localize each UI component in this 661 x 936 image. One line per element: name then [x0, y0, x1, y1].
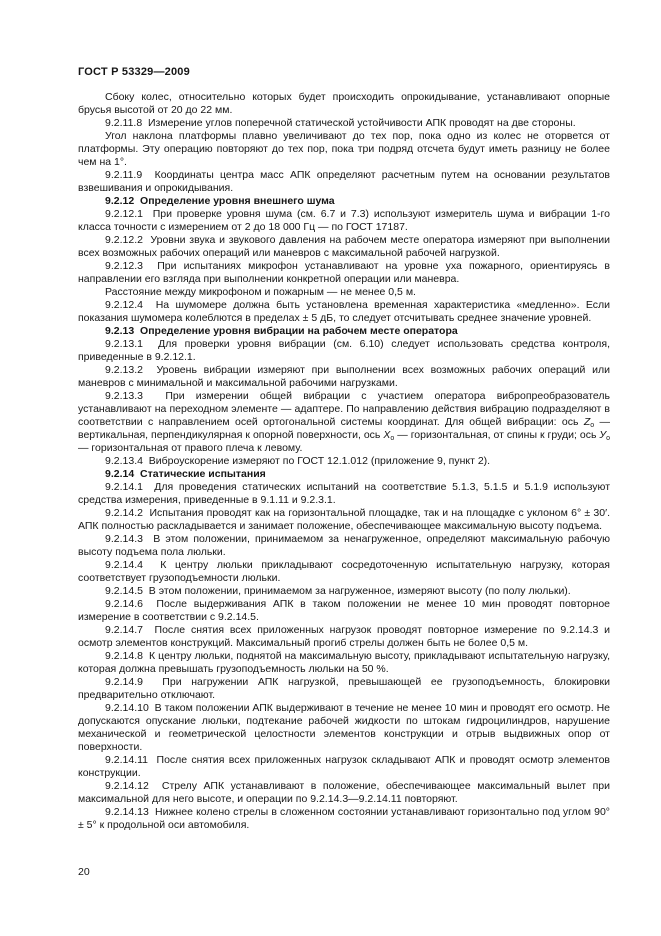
text-run: 9.2.14.6 После выдерживания АПК в таком положении не менее 10 мин проводят повторное измерение в соответствии с 9.2.14.5. — [78, 598, 610, 623]
text-run: 9.2.14.2 Испытания проводят как на горизонтальной площадке, так и на площадке с уклоном 6° ± 30′. АПК полностью раскладывается и занимает положение, обеспечивающее максимальную высоту подъема. — [78, 507, 610, 532]
text-run: — горизонтальная от правого плеча к левому. — [78, 442, 303, 454]
text-run: 9.2.12.3 При испытаниях микрофон устанавливают на уровне уха пожарного, ориентируясь в направлении его взгляда при выполнении конкретной операции или маневра. — [78, 260, 610, 285]
paragraph — [78, 624, 610, 650]
text-run: 9.2.14.10 В таком положении АПК выдерживают в течение не менее 10 мин и проводят его осмотр. Не допускаются опускание люльки, подтекание рабочей жидкости по штокам гидроцилиндров, нарушение механической и геометрической целостности элементов конструкции и отрыв выдвижных опор от поверхности. — [78, 702, 610, 753]
paragraph — [78, 338, 610, 364]
text-run: о — [590, 422, 595, 429]
paragraph — [78, 806, 610, 832]
text-run: Z — [583, 416, 591, 428]
paragraph — [78, 481, 610, 507]
paragraph — [78, 780, 610, 806]
text-run: 9.2.14.11 После снятия всех приложенных нагрузок складывают АПК и проводят осмотр элементов конструкции. — [78, 754, 610, 779]
text-run: У — [599, 429, 607, 441]
text-run: 9.2.13 Определение уровня вибрации на рабочем месте оператора — [105, 325, 458, 337]
text-run: 9.2.12.1 При проверке уровня шума (см. 6.7 и 7.3) используют измеритель шума и вибрации 1-го класса точности с измерением от 2 до 18 000 Гц — по ГОСТ 17187. — [78, 208, 610, 233]
text-run: о — [390, 435, 395, 442]
paragraph — [78, 754, 610, 780]
document-body — [78, 91, 610, 832]
text-run: 9.2.14.5 В этом положении, принимаемом за нагруженное, измеряют высоту (по полу люльки). — [105, 585, 571, 597]
paragraph — [78, 364, 610, 390]
document-header-title: ГОСТ Р 53329—2009 — [78, 66, 190, 78]
paragraph — [78, 208, 610, 234]
paragraph — [78, 91, 610, 117]
text-run: 9.2.14.9 При нагружении АПК нагрузкой, превышающей ее грузоподъемность, блокировки предварительно отключают. — [78, 676, 610, 701]
text-run: — горизонтальная, от спины к груди; ось — [394, 429, 600, 441]
text-run: Расстояние между микрофоном и пожарным — не менее 0,5 м. — [105, 286, 416, 298]
section-heading — [78, 468, 610, 481]
text-run: Сбоку колес, относительно которых будет происходить опрокидывание, устанавливают опорные брусья высотой от 20 до 22 мм. — [78, 91, 610, 116]
text-run: Угол наклона платформы плавно увеличивают до тех пор, пока одно из колес не оторвется от платформы. Эту операцию повторяют до тех пор, пока три подряд отсчета будут иметь разницу не более чем на 1°. — [78, 130, 610, 168]
paragraph — [78, 286, 610, 299]
text-run: 9.2.14.3 В этом положении, принимаемом за ненагруженное, определяют максимальную рабочую высоту подъема пола люльки. — [78, 533, 610, 558]
section-heading — [78, 195, 610, 208]
paragraph — [78, 507, 610, 533]
text-run: 9.2.14.12 Стрелу АПК устанавливают в положение, обеспечивающее максимальный вылет при максимальной для него высоте, и операции по 9.2.14.3—9.2.14.11 повторяют. — [78, 780, 610, 805]
page-number: 20 — [78, 866, 90, 878]
text-run: 9.2.13.1 Для проверки уровня вибрации (см. 6.10) следует использовать средства контроля, приведенные в 9.2.12.1. — [78, 338, 610, 363]
text-run: 9.2.11.9 Координаты центра масс АПК определяют расчетным путем на основании результатов взвешивания и опрокидывания. — [78, 169, 610, 194]
paragraph — [78, 533, 610, 559]
text-run: 9.2.13.3 При измерении общей вибрации с участием оператора вибропреобразователь устанавливают на переходном элементе — адаптере. По направлению действия вибрацию подразделяют в соответствии с направлением осей ортогональной системы координат. Для общей вибрации: ось — [78, 390, 610, 428]
paragraph — [78, 559, 610, 585]
text-run: 9.2.14.7 После снятия всех приложенных нагрузок проводят повторное измерение по 9.2.14.3 и осмотр элементов конструкций. Максимальный прогиб стрелы должен быть не более 0,5 м. — [78, 624, 610, 649]
text-run: о — [606, 435, 610, 442]
section-heading — [78, 325, 610, 338]
paragraph — [78, 702, 610, 754]
text-run: 9.2.12.4 На шумомере должна быть установлена временная характеристика «медленно». Если показания шумомера колеблются в пределах ± 5 дБ, то следует отсчитывать среднее значение уровней. — [78, 299, 610, 324]
paragraph — [78, 650, 610, 676]
text-run: 9.2.13.2 Уровень вибрации измеряют при выполнении всех возможных рабочих операций или маневров с минимальной и максимальной рабочими нагрузками. — [78, 364, 610, 389]
text-run: 9.2.12 Определение уровня внешнего шума — [105, 195, 335, 207]
text-run: 9.2.13.4 Виброускорение измеряют по ГОСТ 12.1.012 (приложение 9, пункт 2). — [105, 455, 491, 467]
paragraph — [78, 299, 610, 325]
text-run: 9.2.14.1 Для проведения статических испытаний на соответствие 5.1.3, 5.1.5 и 5.1.9 используют средства измерения, приведенные в 9.1.11 и 9.2.3.1. — [78, 481, 610, 506]
text-run: 9.2.11.8 Измерение углов поперечной статической устойчивости АПК проводят на две стороны. — [105, 117, 576, 129]
paragraph — [78, 585, 610, 598]
paragraph — [78, 598, 610, 624]
paragraph — [78, 260, 610, 286]
paragraph — [78, 130, 610, 169]
text-run: 9.2.14.8 К центру люльки, поднятой на максимальную высоту, прикладывают испытательную нагрузку, которая должна превышать грузоподъемность люльки на 50 %. — [78, 650, 610, 675]
text-run: — вертикальная, перпендикулярная к опорной поверхности, ось — [78, 416, 611, 441]
paragraph — [78, 390, 610, 455]
text-run: 9.2.14 Статические испытания — [105, 468, 266, 480]
text-run: 9.2.14.13 Нижнее колено стрелы в сложенном состоянии устанавливают горизонтально под углом 90° ± 5° к продольной оси автомобиля. — [78, 806, 610, 831]
paragraph — [78, 234, 610, 260]
paragraph — [78, 455, 610, 468]
paragraph — [78, 676, 610, 702]
text-run: 9.2.12.2 Уровни звука и звукового давления на рабочем месте оператора измеряют при выполнении всех возможных рабочих операций или маневров с максимальной рабочей нагрузкой. — [78, 234, 610, 259]
text-run: 9.2.14.4 К центру люльки прикладывают сосредоточенную испытательную нагрузку, которая соответствует грузоподъемности люльки. — [78, 559, 610, 584]
paragraph — [78, 169, 610, 195]
paragraph — [78, 117, 610, 130]
text-run: X — [383, 429, 391, 441]
